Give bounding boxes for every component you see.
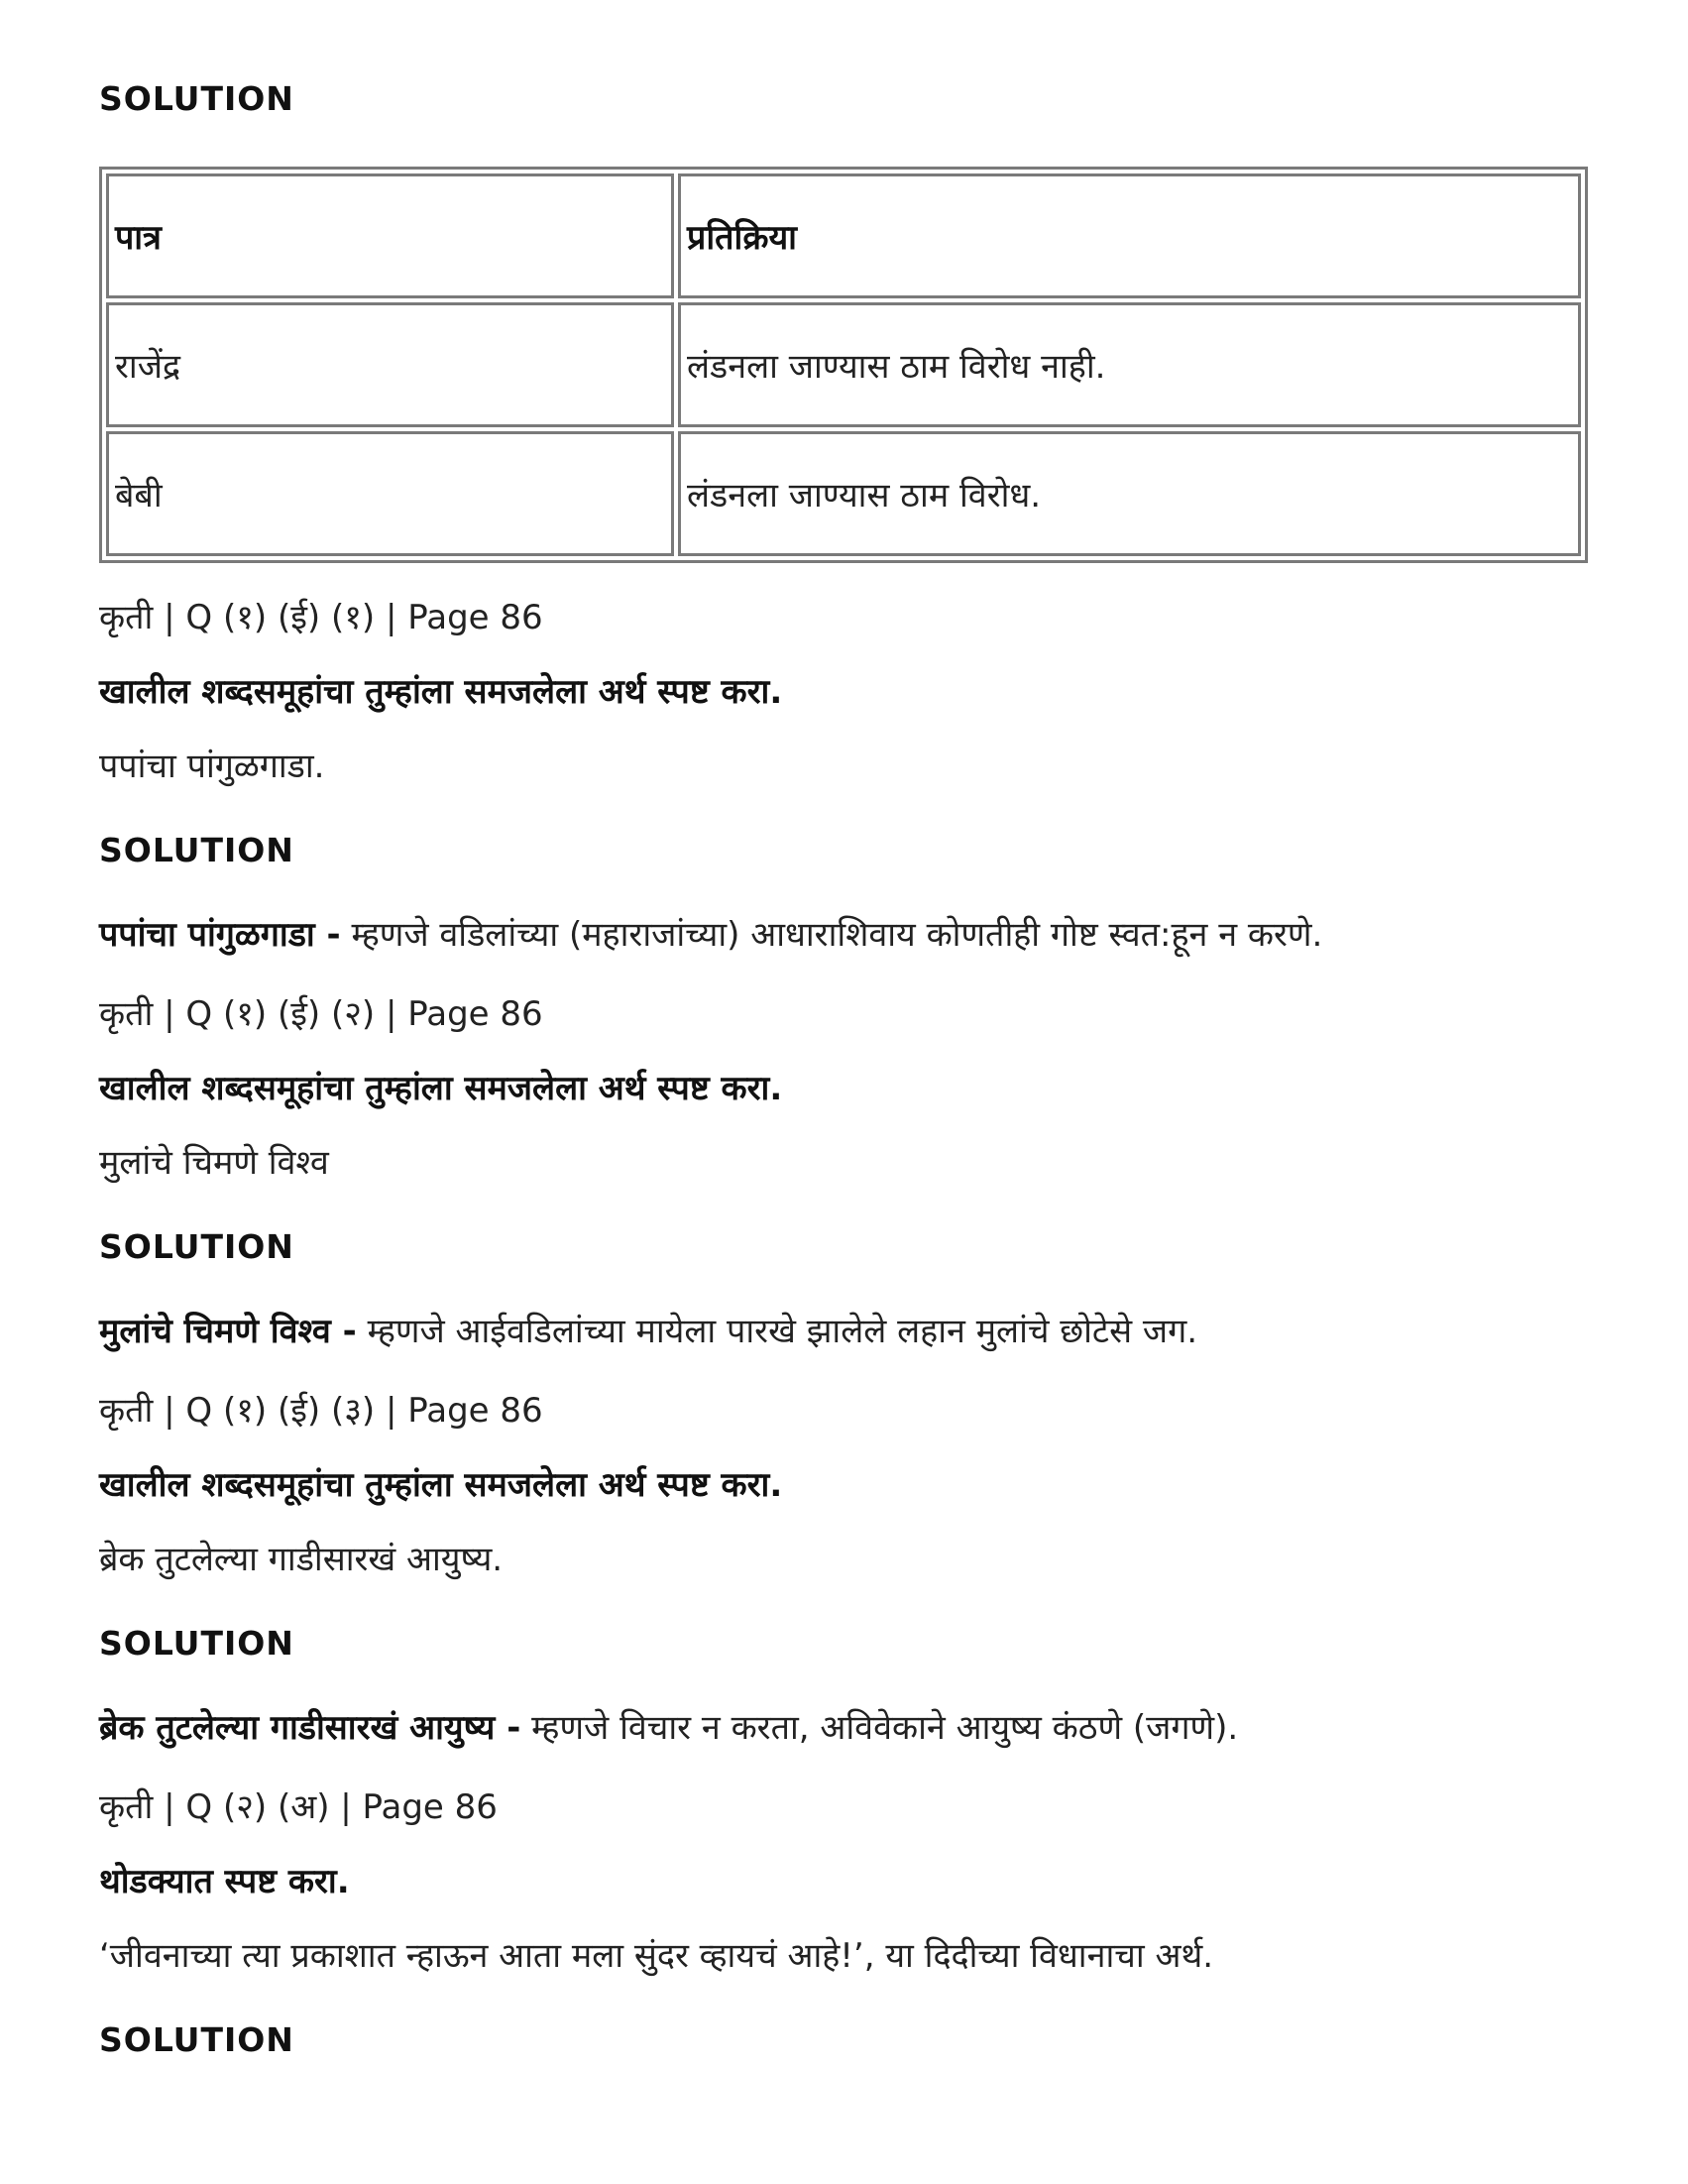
question-reference: कृती | Q (१) (ई) (३) | Page 86 [99, 1391, 543, 1431]
answer-term: पपांचा पांगुळगाडा - [99, 915, 341, 955]
question-phrase: मुलांचे चिमणे विश्व [99, 1143, 329, 1183]
table-header-cell: प्रतिक्रिया [678, 173, 1581, 298]
table-header-cell: पात्र [106, 173, 674, 298]
question-prompt: थोडक्यात स्पष्ट करा. [99, 1862, 350, 1901]
question-phrase: ब्रेक तुटलेल्या गाडीसारखं आयुष्य. [99, 1540, 504, 1579]
question-reference: कृती | Q (२) (अ) | Page 86 [99, 1787, 498, 1827]
table-cell: लंडनला जाण्यास ठाम विरोध. [678, 431, 1581, 556]
answer-term: मुलांचे चिमणे विश्व - [99, 1312, 357, 1351]
answer-text: म्हणजे आईवडिलांच्या मायेला पारखे झालेले लहान मुलांचे छोटेसे जग. [356, 1312, 1198, 1351]
question-reference: कृती | Q (१) (ई) (१) | Page 86 [99, 598, 543, 637]
table-cell: बेबी [106, 431, 674, 556]
table-row [106, 302, 1581, 427]
table-cell: लंडनला जाण्यास ठाम विरोध नाही. [678, 302, 1581, 427]
solution-heading: SOLUTION [99, 2020, 294, 2059]
question-phrase: पपांचा पांगुळगाडा. [99, 747, 325, 786]
solution-heading: SOLUTION [99, 831, 294, 869]
question-prompt: खालील शब्दसमूहांचा तुम्हांला समजलेला अर्थ स्पष्ट करा. [99, 672, 783, 712]
table-header-row [106, 173, 1581, 298]
question-reference: कृती | Q (१) (ई) (२) | Page 86 [99, 994, 543, 1034]
answer-text: म्हणजे वडिलांच्या (महाराजांच्या) आधाराशिवाय कोणतीही गोष्ट स्वत:हून न करणे. [340, 915, 1323, 955]
table-cell: राजेंद्र [106, 302, 674, 427]
solution-heading: SOLUTION [99, 79, 294, 118]
answer-term: ब्रेक तुटलेल्या गाडीसारखं आयुष्य - [99, 1708, 521, 1748]
question-phrase: ‘जीवनाच्या त्या प्रकाशात न्हाऊन आता मला सुंदर व्हायचं आहे!’, या दिदीच्या विधानाचा अर्थ. [99, 1936, 1213, 1976]
table-row [106, 431, 1581, 556]
question-prompt: खालील शब्दसमूहांचा तुम्हांला समजलेला अर्थ स्पष्ट करा. [99, 1465, 783, 1505]
solution-heading: SOLUTION [99, 1624, 294, 1663]
question-prompt: खालील शब्दसमूहांचा तुम्हांला समजलेला अर्थ स्पष्ट करा. [99, 1069, 783, 1108]
solution-answer [99, 1307, 1197, 1352]
answer-text: म्हणजे विचार न करता, अविवेकाने आयुष्य कंठणे (जगणे). [520, 1708, 1239, 1748]
solution-answer [99, 1703, 1238, 1749]
character-reaction-table [99, 167, 1588, 563]
solution-heading: SOLUTION [99, 1227, 294, 1266]
solution-answer [99, 910, 1322, 956]
